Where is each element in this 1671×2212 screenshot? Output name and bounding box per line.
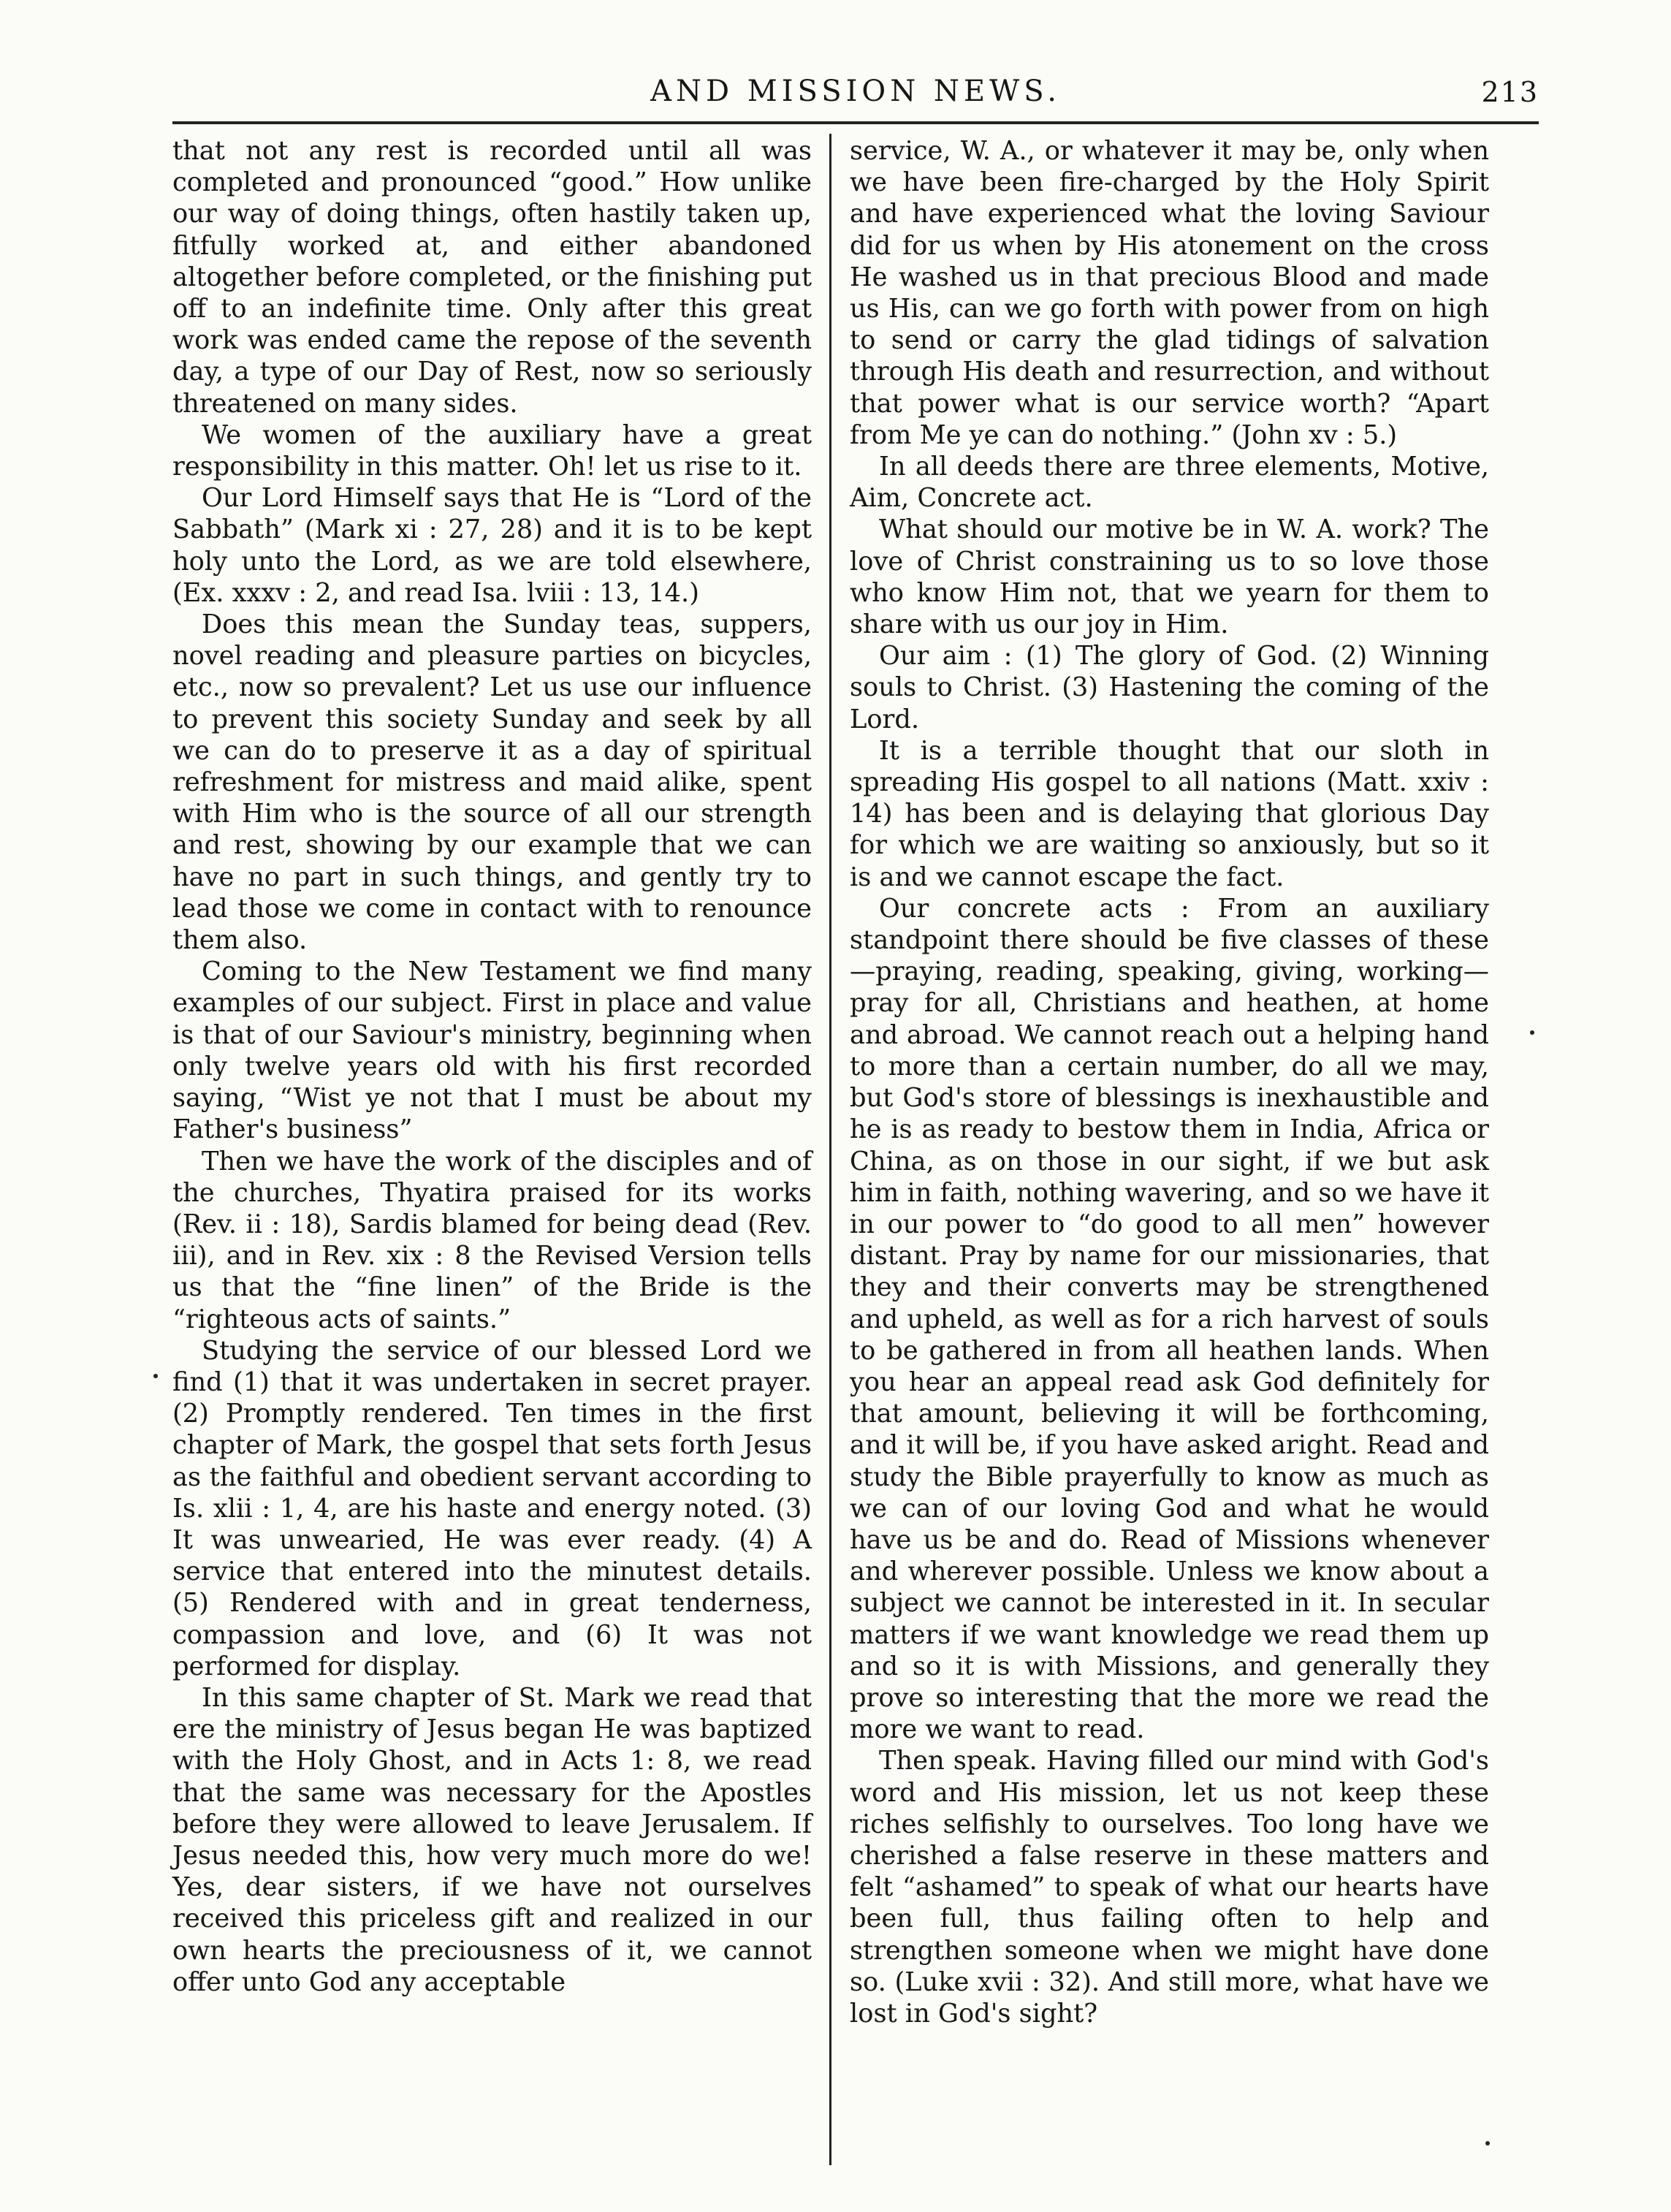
running-title: AND MISSION NEWS. [650,75,1061,108]
paragraph: Does this mean the Sunday teas, suppers, novel reading and pleasure parties on bicycles, etc., now so prevalent? Let us use our influence to prevent this society Sunday and seek by all we can do to preserve it as a day of spiritual refreshment for mistress and maid alike, spent with Him who is the source of all our strength and rest, showing by our example that we can have no part in such things, and gently try to lead those we come in contact with to renounce them also. [172,609,812,956]
paragraph: Coming to the New Testament we find many examples of our subject. First in place and value is that of our Saviour's ministry, beginning when only twelve years old with his first recorded saying, “Wist ye not that I must be about my Father's business” [172,957,812,1145]
page-number: 213 [1481,76,1539,108]
right-column [850,135,1489,2152]
ink-speck [1530,1030,1534,1035]
ink-speck [1485,2141,1490,2146]
paragraph: that not any rest is recorded until all was completed and pronounced “good.” How unlike our way of doing things, often hastily taken up, fitfully worked at, and either abandoned altogether before completed, or the finishing put off to an indefinite time. Only after this great work was ended came the repose of the seventh day, a type of our Day of Rest, now so seriously threatened on many sides. [172,136,812,419]
paragraph: Our Lord Himself says that He is “Lord of the Sabbath” (Mark xi : 27, 28) and it is to be kept holy unto the Lord, as we are told elsewhere, (Ex. xxxv : 2, and read Isa. lviii : 13, 14.) [172,483,812,608]
paragraph: It is a terrible thought that our sloth in spreading His gospel to all nations (Matt. xxiv : 14) has been and is delaying that glorious Day for which we are waiting so anxiously, but so it is and we cannot escape the fact. [850,735,1489,892]
paragraph: Studying the service of our blessed Lord we find (1) that it was undertaken in secret prayer. (2) Promptly rendered. Ten times in the first chapter of Mark, the gospel that sets forth Jesus as the faithful and obedient servant according to Is. xlii : 1, 4, are his haste and energy noted. (3) It was unwearied, He was ever ready. (4) A service that entered into the minutest details. (5) Rendered with and in great tenderness, compassion and love, and (6) It was not performed for display. [172,1335,812,1681]
paragraph: We women of the auxiliary have a great responsibility in this matter. Oh! let us rise to it. [172,419,812,482]
left-column [172,135,812,2152]
paragraph: service, W. A., or whatever it may be, only when we have been fire-charged by the Holy Spirit and have experienced what the loving Saviour did for us when by His atonement on the cross He washed us in that precious Blood and made us His, can we go forth with power from on high to send or carry the glad tidings of salvation through His death and resurrection, and without that power what is our service worth? “Apart from Me ye can do nothing.” (John xv : 5.) [850,136,1489,450]
paragraph: In all deeds there are three elements, Motive, Aim, Concrete act. [850,452,1489,514]
paragraph: Then we have the work of the disciples and of the churches, Thyatira praised for its works (Rev. ii : 18), Sardis blamed for being dead (Rev. iii), and in Rev. xix : 8 the Revised Version tells us that the “fine linen” of the Bride is the “righteous acts of saints.” [172,1146,812,1334]
paragraph: Our concrete acts : From an auxiliary standpoint there should be five classes of these—praying, reading, speaking, giving, working—pray for all, Christians and heathen, at home and abroad. We cannot reach out a helping hand to more than a certain number, do all we may, but God's store of blessings is inexhaustible and he is as ready to bestow them in India, Africa or China, as on those in our sight, if we but ask him in faith, nothing wavering, and so we have it in our power to “do good to all men” however distant. Pray by name for our missionaries, that they and their converts may be strengthened and upheld, as well as for a rich harvest of souls to be gathered in from all heathen lands. When you hear an appeal read ask God definitely for that amount, believing it will be forthcoming, and it will be, if you have asked aright. Read and study the Bible prayerfully to know as much as we can of our loving God and what he would have us be and do. Read of Missions whenever and wherever possible. Unless we know about a subject we cannot be interested in it. In secular matters if we want knowledge we read them up and so it is with Missions, and generally they prove so interesting that the more we read the more we want to read. [850,893,1489,1745]
ink-speck [153,1374,158,1378]
header-rule [172,121,1539,124]
paragraph: In this same chapter of St. Mark we read that ere the ministry of Jesus began He was baptized with the Holy Ghost, and in Acts 1: 8, we read that the same was necessary for the Apostles before they were allowed to leave Jerusalem. If Jesus needed this, how very much more do we! Yes, dear sisters, if we have not ourselves received this priceless gift and realized in our own hearts the preciousness of it, we cannot offer unto God any acceptable [172,1682,812,1997]
page-header [172,70,1539,121]
paragraph: Our aim : (1) The glory of God. (2) Winning souls to Christ. (3) Hastening the coming of the Lord. [850,641,1489,734]
paragraph: What should our motive be in W. A. work? The love of Christ constraining us to so love those who know Him not, that we yearn for them to share with us our joy in Him. [850,514,1489,640]
column-divider [829,134,831,2165]
paragraph: Then speak. Having filled our mind with God's word and His mission, let us not keep these riches selfishly to ourselves. Too long have we cherished a false reserve in these matters and felt “ashamed” to speak of what our hearts have been full, thus failing often to help and strengthen someone when we might have done so. (Luke xvii : 32). And still more, what have we lost in God's sight? [850,1746,1489,2029]
